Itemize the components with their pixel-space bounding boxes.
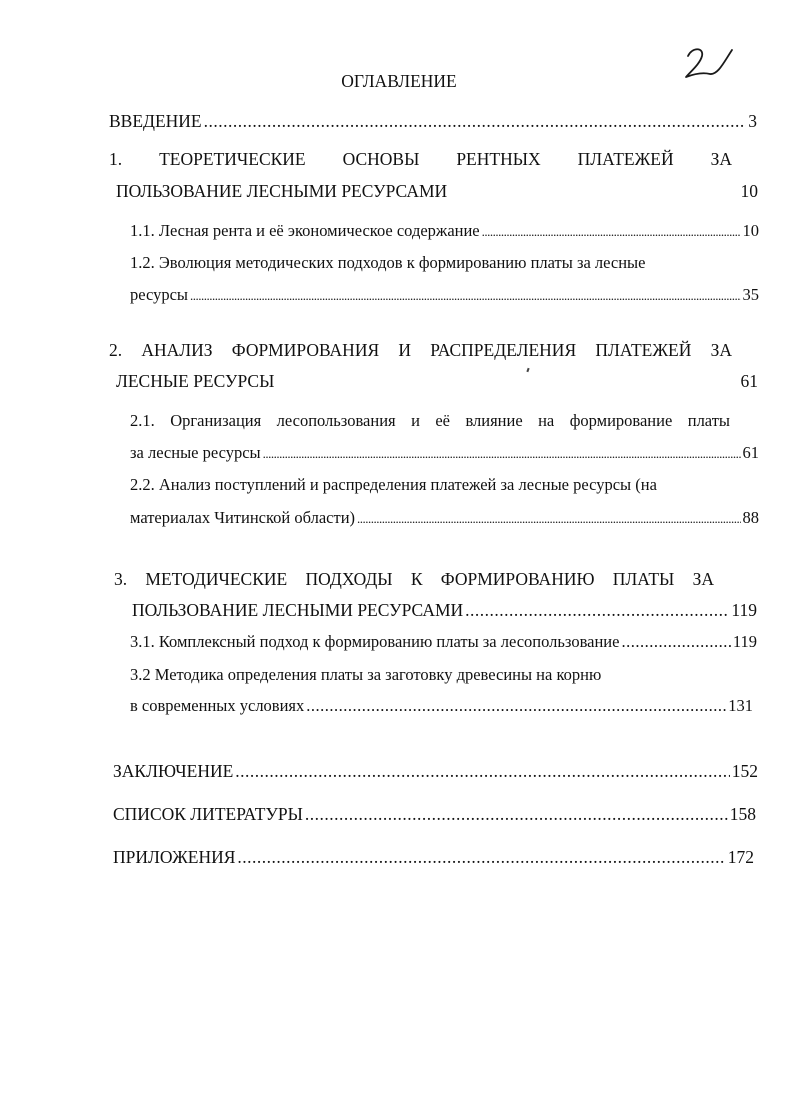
toc-entry-intro[interactable] xyxy=(109,110,757,132)
toc-entry-1-2-line1[interactable]: 1.2. Эволюция методических подходов к формированию платы за лесные xyxy=(130,253,646,272)
chapter-3-heading-line1[interactable]: 3. МЕТОДИЧЕСКИЕ ПОДХОДЫ К ФОРМИРОВАНИЮ ПЛАТЫ ЗА xyxy=(114,569,714,589)
toc-entry-label: 1.1. Лесная рента и её экономическое содержание xyxy=(130,221,480,240)
toc-entry-references[interactable] xyxy=(113,803,756,825)
toc-entry-label: ПОЛЬЗОВАНИЕ ЛЕСНЫМИ РЕСУРСАМИ xyxy=(132,600,464,620)
toc-entry-label: СПИСОК ЛИТЕРАТУРЫ xyxy=(113,804,303,824)
toc-entry-label: 3.1. Комплексный подход к формированию платы за лесопользование xyxy=(130,632,620,651)
leader-dots xyxy=(237,846,725,868)
toc-entry-page: 119 xyxy=(731,600,757,620)
chapter-2-page: 61 xyxy=(740,371,758,391)
toc-entry-page: 88 xyxy=(742,508,759,527)
toc-entry-1-1[interactable] xyxy=(130,220,759,243)
toc-entry-3-2-line2[interactable] xyxy=(130,695,753,717)
toc-entry-page: 35 xyxy=(742,285,759,304)
toc-entry-2-2-line1[interactable]: 2.2. Анализ поступлений и распределения платежей за лесные ресурсы (на xyxy=(130,475,657,494)
toc-entry-appendices[interactable] xyxy=(113,846,754,868)
leader-dots xyxy=(621,631,730,653)
toc-entry-label: материалах Читинской области) xyxy=(130,508,356,527)
toc-entry-label: за лесные ресурсы xyxy=(130,443,261,462)
chapter-2-heading-line2[interactable]: ЛЕСНЫЕ РЕСУРСЫ xyxy=(116,371,275,391)
leader-dots xyxy=(204,110,747,132)
scan-speck xyxy=(526,368,529,372)
toc-entry-label: ПРИЛОЖЕНИЯ xyxy=(113,847,236,867)
toc-entry-2-1-line1[interactable]: 2.1. Организация лесопользования и её влияние на формирование платы xyxy=(130,411,730,430)
toc-entry-3-1[interactable] xyxy=(130,631,757,653)
leader-dots xyxy=(235,760,729,782)
toc-entry-page: 3 xyxy=(748,111,757,131)
toc-entry-label: ресурсы xyxy=(130,285,188,304)
toc-entry-label: ЗАКЛЮЧЕНИЕ xyxy=(113,761,234,781)
chapter-2-heading-line1[interactable]: 2. АНАЛИЗ ФОРМИРОВАНИЯ И РАСПРЕДЕЛЕНИЯ ПЛАТЕЖЕЙ ЗА xyxy=(109,340,732,360)
chapter-1-page: 10 xyxy=(740,181,758,201)
page-title: ОГЛАВЛЕНИЕ xyxy=(341,71,457,91)
toc-entry-3-2-line1[interactable]: 3.2 Методика определения платы за заготовку древесины на корню xyxy=(130,665,602,684)
toc-entry-page: 119 xyxy=(732,632,757,651)
toc-entry-page: 61 xyxy=(742,443,759,462)
toc-entry-conclusion[interactable] xyxy=(113,760,758,782)
toc-entry-1-2-line2[interactable] xyxy=(130,284,759,307)
toc-entry-label: ВВЕДЕНИЕ xyxy=(109,111,202,131)
leader-dots xyxy=(482,221,741,243)
toc-entry-page: 152 xyxy=(731,761,758,781)
toc-entry-page: 131 xyxy=(728,696,753,715)
leader-dots xyxy=(305,803,728,825)
toc-entry-label: в современных условиях xyxy=(130,696,305,715)
toc-entry-2-2-line2[interactable] xyxy=(130,507,759,530)
leader-dots xyxy=(357,508,740,530)
leader-dots xyxy=(190,285,741,307)
leader-dots xyxy=(306,695,726,717)
toc-entry-page: 158 xyxy=(729,804,756,824)
toc-entry-2-1-line2[interactable] xyxy=(130,442,759,465)
chapter-1-heading-line1[interactable]: 1. ТЕОРЕТИЧЕСКИЕ ОСНОВЫ РЕНТНЫХ ПЛАТЕЖЕЙ ЗА xyxy=(109,149,732,169)
leader-dots xyxy=(465,599,729,621)
leader-dots xyxy=(263,443,741,465)
chapter-3-heading-line2[interactable] xyxy=(132,599,757,621)
toc-entry-page: 172 xyxy=(727,847,754,867)
toc-entry-page: 10 xyxy=(742,221,759,240)
chapter-1-heading-line2[interactable]: ПОЛЬЗОВАНИЕ ЛЕСНЫМИ РЕСУРСАМИ xyxy=(116,181,448,201)
